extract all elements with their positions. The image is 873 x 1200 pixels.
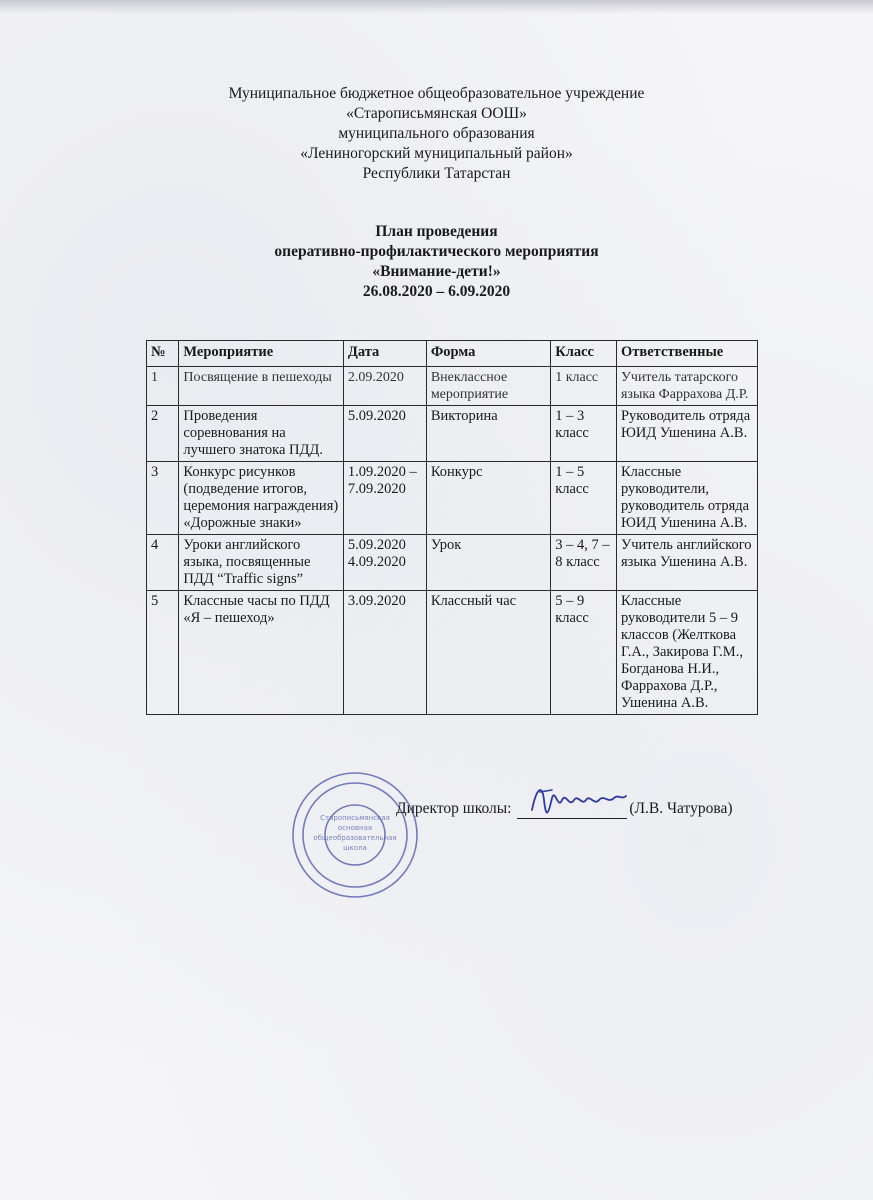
col-header-date: Дата: [343, 341, 426, 367]
cell-class: 1 – 3 класс: [551, 406, 617, 462]
cell-number: 4: [147, 535, 179, 591]
table-row: [147, 406, 758, 462]
header-line: «Лениногорский муниципальный район»: [300, 145, 573, 162]
cell-event: Конкурс рисунков (подведение итогов, церемония награждения) «Дорожные знаки»: [179, 462, 344, 535]
cell-number: 1: [147, 367, 179, 406]
cell-responsible: Классные руководители 5 – 9 классов (Желткова Г.А., Закирова Г.М., Богданова Н.И., Фаррахова Д.Р., Ушенина А.В.: [616, 591, 757, 715]
title-line: оперативно-профилактического мероприятия: [274, 243, 599, 260]
cell-event: Уроки английского языка, посвященные ПДД “Traffic signs”: [179, 535, 344, 591]
plan-table: [146, 340, 758, 715]
institution-header: [0, 84, 873, 184]
cell-number: 3: [147, 462, 179, 535]
table-row: [147, 591, 758, 715]
cell-date: 5.09.2020 4.09.2020: [343, 535, 426, 591]
title-line: «Внимание-дети!»: [372, 263, 501, 280]
header-line: Муниципальное бюджетное общеобразовательное учреждение: [228, 85, 645, 102]
cell-class: 5 – 9 класс: [551, 591, 617, 715]
cell-responsible: Классные руководители, руководитель отряда ЮИД Ушенина А.В.: [616, 462, 757, 535]
school-stamp: [290, 770, 420, 900]
document-title: [0, 222, 873, 302]
svg-text:общеобразовательная: общеобразовательная: [313, 834, 397, 842]
cell-form: Урок: [426, 535, 550, 591]
header-line: муниципального образования: [338, 125, 535, 142]
col-header-form: Форма: [426, 341, 550, 367]
cell-class: 1 класс: [551, 367, 617, 406]
cell-number: 2: [147, 406, 179, 462]
cell-responsible: Руководитель отряда ЮИД Ушенина А.В.: [616, 406, 757, 462]
table-row: [147, 535, 758, 591]
handwritten-signature: [522, 770, 632, 830]
cell-date: 5.09.2020: [343, 406, 426, 462]
scan-edge: [0, 0, 873, 14]
title-period: 26.08.2020 – 6.09.2020: [362, 283, 511, 300]
cell-date: 3.09.2020: [343, 591, 426, 715]
cell-form: Внеклассное мероприятие: [426, 367, 550, 406]
cell-class: 1 – 5 класс: [551, 462, 617, 535]
cell-event: Проведения соревнования на лучшего знатока ПДД.: [179, 406, 344, 462]
table-row: [147, 367, 758, 406]
cell-date: 2.09.2020: [343, 367, 426, 406]
col-header-event: Мероприятие: [179, 341, 344, 367]
svg-text:Старописьмянская: Старописьмянская: [320, 814, 390, 822]
cell-form: Конкурс: [426, 462, 550, 535]
cell-number: 5: [147, 591, 179, 715]
cell-responsible: Учитель английского языка Ушенина А.В.: [616, 535, 757, 591]
cell-form: Классный час: [426, 591, 550, 715]
col-header-class: Класс: [551, 341, 617, 367]
col-header-responsible: Ответственные: [616, 341, 757, 367]
signature-label: Директор школы:: [396, 800, 512, 817]
header-line: «Старописьмянская ООШ»: [346, 105, 527, 122]
svg-text:основная: основная: [337, 824, 373, 832]
cell-event: Посвящение в пешеходы: [179, 367, 344, 406]
director-name: (Л.В. Чатурова): [629, 800, 733, 817]
cell-form: Викторина: [426, 406, 550, 462]
header-line: Республики Татарстан: [362, 165, 511, 182]
cell-responsible: Учитель татарского языка Фаррахова Д.Р.: [616, 367, 757, 406]
title-line: План проведения: [375, 223, 498, 240]
cell-class: 3 – 4, 7 – 8 класс: [551, 535, 617, 591]
cell-event: Классные часы по ПДД «Я – пешеход»: [179, 591, 344, 715]
cell-date: 1.09.2020 – 7.09.2020: [343, 462, 426, 535]
table-row: [147, 462, 758, 535]
svg-text:школа: школа: [343, 844, 367, 852]
table-header-row: [147, 341, 758, 367]
col-header-number: №: [147, 341, 179, 367]
